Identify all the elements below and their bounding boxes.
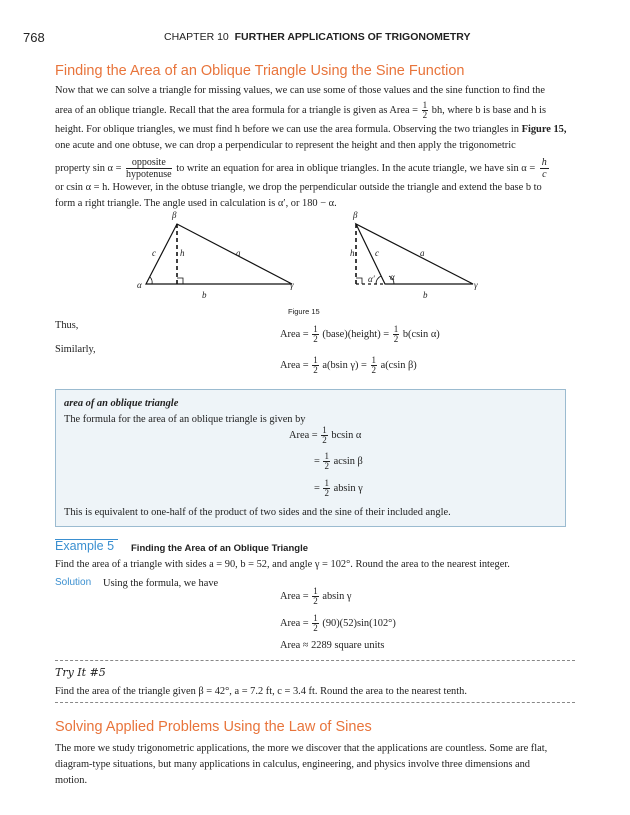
box-intro: The formula for the area of an oblique triangle is given by xyxy=(64,414,306,425)
para-text: area of an oblique triangle. Recall that the area formula for a triangle is given as Area = xyxy=(55,104,419,116)
para-text: height. For oblique triangles, we must find h before we can use the area formula. Observing the two triangles in xyxy=(55,124,519,135)
tryit-bottom-rule xyxy=(55,702,575,703)
acute-triangle xyxy=(146,224,292,284)
page-number: 768 xyxy=(23,30,45,45)
para-line: motion. xyxy=(55,775,88,786)
half-fraction: $\frac{1}{2}$ xyxy=(422,100,428,120)
solution-text: Using the formula, we have xyxy=(103,578,219,589)
para-line: diagram-type situations, but many applications in calculus, engineering, and physics involve three dimensions and xyxy=(55,759,530,770)
label-alpha-left: α xyxy=(137,280,142,290)
box-title: area of an oblique triangle xyxy=(64,398,179,409)
solution-label: Solution xyxy=(55,577,92,588)
label-alpha-right: α xyxy=(390,272,395,282)
h-over-c-fraction: $\frac{h}{c}$ xyxy=(541,157,547,180)
label-b-right: b xyxy=(423,290,428,300)
tryit-text: Find the area of the triangle given β = 42°, a = 7.2 ft, c = 3.4 ft. Round the area to the nearest tenth. xyxy=(55,686,467,697)
para-line: Now that we can solve a triangle for missing values, we can use some of those values and the sine function to find the xyxy=(55,85,545,96)
chapter-header xyxy=(164,31,470,43)
box-formula-1: Area = $\frac{1}{2}$ bcsin α xyxy=(289,425,362,445)
label-gamma-left: γ xyxy=(290,280,294,290)
figure-reference: Figure 15, xyxy=(521,124,567,135)
opposite-hypotenuse-fraction: $\frac{\text{opposite}}{\text{hypotenuse}}$ xyxy=(126,157,172,180)
figure-caption: Figure 15 xyxy=(288,307,320,316)
para-line: or csin α = h. However, in the obtuse triangle, we drop the perpendicular outside the triangle and extend the base b to xyxy=(55,182,542,193)
area-equation-1: Area = $\frac{1}{2}$ (base)(height) = $\frac{1}{2}$ b(csin α) xyxy=(280,324,440,344)
intro-paragraph xyxy=(55,83,575,212)
box-formula-3: = $\frac{1}{2}$ absin γ xyxy=(314,478,363,498)
chapter-title: FURTHER APPLICATIONS OF TRIGONOMETRY xyxy=(234,31,471,43)
label-b-left: b xyxy=(202,290,207,300)
figure-15 xyxy=(130,206,510,306)
para-text: bh, where b is base and h is xyxy=(431,104,547,116)
section-heading-area: Finding the Area of an Oblique Triangle Using the Sine Function xyxy=(55,63,465,79)
label-beta-right: β xyxy=(353,210,358,220)
example-title: Finding the Area of an Oblique Triangle xyxy=(131,543,308,554)
para-line: one acute and one obtuse, we can drop a perpendicular to represent the height and then apply the trigonometric xyxy=(55,140,516,151)
solution-step-3: Area ≈ 2289 square units xyxy=(280,640,385,651)
applied-paragraph xyxy=(55,741,575,789)
tryit-label: Try It #5 xyxy=(55,666,106,679)
chapter-prefix: CHAPTER 10 xyxy=(164,31,229,43)
label-beta-left: β xyxy=(172,210,177,220)
label-c-left: c xyxy=(152,248,156,258)
solution-step-2: Area = $\frac{1}{2}$ (90)(52)sin(102°) xyxy=(280,613,396,633)
example-problem: Find the area of a triangle with sides a = 90, b = 52, and angle γ = 102°. Round the area to the nearest integer. xyxy=(55,559,510,570)
label-h-left: h xyxy=(180,248,185,258)
para-text: to write an equation for area in oblique triangles. In the acute triangle, we have sin α = xyxy=(176,162,536,174)
label-c-right: c xyxy=(375,248,379,258)
para-line: form a right triangle. The angle used in calculation is α′, or 180 − α. xyxy=(55,198,337,209)
para-line xyxy=(55,101,575,120)
label-gamma-right: γ xyxy=(474,280,478,290)
para-line xyxy=(55,122,575,138)
example-tag: Example 5 xyxy=(55,539,115,553)
solution-step-1: Area = $\frac{1}{2}$ absin γ xyxy=(280,586,352,606)
label-alpha-prime: α′ xyxy=(368,274,375,284)
area-equation-2: Area = $\frac{1}{2}$ a(bsin γ) = $\frac{1}{2}$ a(csin β) xyxy=(280,355,417,375)
label-a-left: a xyxy=(236,248,241,258)
tryit-top-rule xyxy=(55,660,575,661)
formula-box xyxy=(55,389,566,527)
similarly-label: Similarly, xyxy=(55,344,96,355)
para-text: property sin α = xyxy=(55,162,122,174)
box-formula-2: = $\frac{1}{2}$ acsin β xyxy=(314,451,363,471)
label-a-right: a xyxy=(420,248,425,258)
thus-label: Thus, xyxy=(55,320,79,331)
section-heading-applied: Solving Applied Problems Using the Law of Sines xyxy=(55,719,372,735)
para-line: The more we study trigonometric applications, the more we discover that the applications are countless. Some are flat, xyxy=(55,743,548,754)
box-outro: This is equivalent to one-half of the product of two sides and the sine of their included angle. xyxy=(64,507,451,518)
label-h-right: h xyxy=(350,248,355,258)
para-line xyxy=(55,157,575,180)
